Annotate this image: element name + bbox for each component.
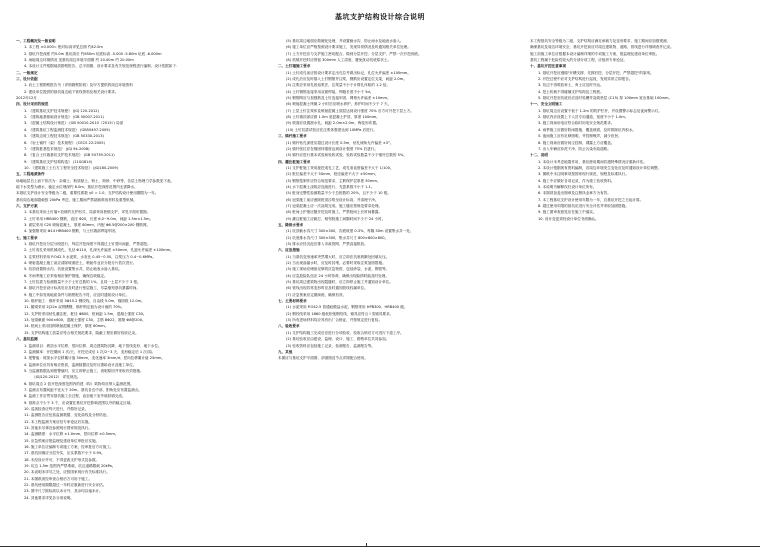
text-line: 3. 场地周边环境情况 见基坑周边环境平面图 约 20.00m 约 20.00m: [24, 58, 134, 63]
text-line: (3) 排水应经沉淀后排入市政管网，严禁直接排放。: [286, 242, 368, 246]
text-line: (3) 锚杆应进行基本试验和验收试验，验收试验数量不少于锚杆总数的 5%。: [286, 153, 407, 158]
text-line: 2. 土钉成孔采用机械成孔，孔径 Φ110，孔深允许偏差 ±50mm，孔距允许偏差 ±100mm。: [24, 248, 174, 253]
text-line: 2012年12月: [16, 96, 37, 101]
section-heading: 十二、说明: [530, 153, 548, 158]
text-line: (8) 桩间土护壁应随开挖及时施工，严禁桩间土长时间暴露。: [286, 210, 383, 215]
text-line: 5. 坑顶设置排水沟，坑底设置集水井，防止地表水渗入基坑。: [24, 267, 123, 272]
text-line: (1) 支护结构施工完成后应进行分项验收，验收合格后方可进行下道工序。: [286, 330, 404, 335]
text-line: 8. 基坑开挖至设计标高后应及时进行垫层施工，尽量缩短基坑暴露时间。: [24, 286, 140, 291]
section-heading: 三、设计依据: [16, 77, 38, 82]
text-line: 21. 本图纸须经审查合格后方可用于施工。: [24, 476, 92, 481]
text-line: (1) 水泥采用 P.O42.5 普通硅酸盐水泥，钢筋采用 HPB300、HRB400 级。: [286, 305, 408, 310]
section-heading: 二、一般规定: [16, 70, 38, 75]
text-line: 14. 桩间土采用挂网喷射混凝土保护，厚度 60mm。: [24, 324, 109, 329]
text-line: (8) 土钉墙顶部应做 1.0m 宽混凝土护顶，厚度 100mm。: [286, 115, 380, 120]
text-line: 1. 本工程 ±0.000= 绝对标高详见总图 约42.0m: [24, 45, 103, 50]
text-line: 9. 施工图审查意见应在施工中落实。: [538, 210, 597, 215]
section-heading: 五、工程地质条件: [16, 172, 45, 177]
text-line: 7. 本工程基坑支护设计使用年限为一年，自基坑开挖之日起计算。: [538, 197, 644, 202]
text-line: 施工前施工单位应根据本设计编制详细的专项施工方案，报监理及建设单位审批。: [530, 51, 660, 56]
text-line: (3) 施工现场应储备足够的应急物资，包括砂袋、水泥、钢管等。: [286, 267, 390, 272]
section-heading: 四、灌注桩施工要求: [278, 159, 311, 164]
text-line: 6. 本图须加盖出图章及注册执业章方为有效。: [538, 191, 611, 196]
text-line: (3) 所有进场材料均应具有出厂合格证，并按规定进行复检。: [286, 318, 383, 323]
text-line: (4) 应急抢险队伍应 24 小时待命，确保出现险情时能及时处理。: [286, 273, 389, 278]
text-line: (2) 桩位偏差不大于 50mm，桩径偏差不大于 ±50mm。: [286, 172, 379, 177]
text-line: 2. 开挖过程中应对支护结构进行巡视，发现异常立即报告。: [538, 77, 633, 82]
text-line: 1. 监测项目：坡顶水平位移、竖向位移、周边建筑物沉降、地下管线变形、地下水位。: [24, 343, 162, 348]
section-heading: 六、支护方案: [16, 203, 38, 208]
text-line: (6) 冠梁施工前应凿除桩顶浮浆至设计标高，并清理干净。: [286, 197, 379, 202]
center-tick-mark: [366, 543, 367, 547]
text-line: (4) 土钉钢筋连接采用双面焊接，焊缝长度不小于 5d。: [286, 89, 374, 94]
text-line: 15. 应急预案应报监理及建设单位审批后实施。: [24, 438, 100, 443]
text-line: (5) 基坑周边建筑物出现裂缝时，应立即停止施工并通知设计单位。: [286, 280, 393, 285]
text-line: (7) 土方开挖应与支护施工密切配合，做到分层开挖、分层支护，严禁一次开挖到底。: [286, 51, 422, 56]
text-line: 3. 图纸中未注明事项按国家现行规范、规程及标准执行。: [538, 172, 629, 177]
text-line: 7. 监测点布置间距不宜大于 20m，基坑各边中部、阳角处应布置监测点。: [24, 387, 143, 392]
text-line: 1. 基坑开挖应遵循"开槽支撑、先撑后挖、分层开挖、严禁超挖"的原则。: [538, 70, 654, 75]
text-line: 4. 监测单位应具有相应资质，监测数据应及时反馈给设计及施工单位。: [24, 362, 137, 367]
text-line: (2) 当出现渗漏水时，应及时封堵，必要时采取注浆加固措施。: [286, 261, 386, 266]
section-heading: 九、其他: [278, 349, 293, 354]
text-line: 3. 施工现场用电应符合临时用电安全规范要求。: [538, 121, 615, 126]
text-line: 13. 冠梁截面 900×600，混凝土强度 C30，主筋 8Φ22，箍筋 Φ8@200。: [24, 318, 146, 323]
text-line: 4. 挖土机械不得碰撞支护结构及工程桩。: [538, 89, 604, 94]
text-line: 2. 建设单位提供的基坑周边地下管线资料及相关设计要求。: [24, 89, 119, 94]
text-line: 6. 冬雨季施工应采取相应保护措施，确保边坡稳定。: [24, 273, 108, 278]
text-line: 8. 监测工作应贯穿基坑施工全过程，直至地下室外墙回填完成。: [24, 394, 126, 399]
text-line: （JGJ120-2012） 详见规范。: [32, 375, 81, 380]
text-line: 10. 巡视检查应每天进行，并做好记录。: [24, 406, 89, 411]
text-line: 7. 《建筑桩基技术规范》 (JGJ 94-2008): [24, 146, 90, 151]
text-line: 5. 当监测数据达到报警值时，应立即停止施工，查明原因并采取有效措施。: [24, 368, 144, 373]
text-line: (7) 冠梁混凝土应一次浇筑完成，施工缝应按规范要求处理。: [286, 203, 383, 208]
text-line: (3) 注浆应采用孔底返浆法，注浆量不小于计算孔体积的 1.2 倍。: [286, 83, 391, 88]
text-line: (7) 上层土钉注浆体及喷射混凝土面层达到设计强度 70% 后方可开挖下层土方。: [286, 108, 414, 113]
text-line: 10. 《建筑施工土石方工程安全技术规范》 (JGJ180-2009): [24, 165, 119, 170]
section-heading: 三、锚杆施工要求: [278, 134, 307, 139]
text-line: 12. 本工程监测方案应经专家论证后实施。: [24, 419, 92, 424]
text-line: 7. 出入车辆应冲洗干净，防止污染市政道路。: [538, 146, 611, 151]
text-line: 4. 喷射混凝土施工前应清除坡面虚土，喷射作业应分段分片依次进行。: [24, 261, 137, 266]
text-line: 10. 锚杆施工：锚杆采用 3Φ15.2 钢绞线，自由段 5.0m，锚固段 12.0m。: [24, 299, 145, 304]
text-line: 地下水类型为潜水，稳定水位埋深约 8.0m，基坑开挖深度范围内无需降水。: [16, 184, 138, 189]
text-line: 1. 本设计未考虑地震作用，基坑使用期间若遇特殊情况应重新评估。: [538, 159, 647, 164]
text-line: 1. 本基坑采用土钉墙+放坡的支护形式，局部采用桩锚支护，详见平面布置图。: [24, 210, 151, 215]
section-heading: 五、降排水要求: [278, 222, 304, 227]
text-line: 2. 基坑内应设置上下人员专用通道，宽度不小于 1.0m。: [538, 115, 629, 120]
text-line: 22. 基坑使用期限超过一年时应重新进行安全评估。: [24, 483, 107, 488]
text-line: 14. 监测精度：水平位移 ±1.0mm，竖向位移 ±0.5mm。: [24, 432, 119, 437]
text-line: 18. 未经设计许可，不得更改支护形式及参数。: [24, 457, 100, 462]
text-line: 1. 《建筑基坑支护技术规程》 (JGJ 120-2012): [24, 108, 99, 113]
text-line: 7. 土钉抗拔力检测数量不少于土钉总数的 1%，且同一土层不少于 3 根。: [24, 280, 141, 285]
text-line: 2. 监测频率：开挖期间 1 次/天，开挖完成后 1 次/2~3 天，变形稳定后 1 次/周。: [24, 349, 156, 354]
text-line: (6) 喷射混凝土终凝 2 小时后应喷水养护，养护时间不少于 7 天。: [286, 102, 392, 107]
text-line: (5) 桩身完整性检测数量不少于总桩数的 20%，且不少于 10 根。: [286, 191, 391, 196]
text-line: 基坑周边地面超载按 20kPa 考虑，施工期间严禁超载堆放材料及重型机械。: [16, 197, 137, 202]
text-line: 4. 本设计文件根据地质勘察报告、总平面图、设计要求及有关规范规程进行编制，设计依据如下：: [24, 64, 180, 69]
text-line: (9) 坡面应设置泄水孔，间距 2.0m×2.0m，梅花形布置。: [286, 121, 380, 126]
text-line: 1. 基坑开挖应分层分段进行，每层开挖深度不得超过土钉竖向间距，严禁超挖。: [24, 242, 151, 246]
section-heading: 一、工程概况及一般说明: [16, 39, 56, 43]
text-line: 8. 《复合土钉墙基坑支护技术规范》 (GB 50739-2011): [24, 153, 115, 158]
text-line: 4. 《建筑基坑工程监测技术规范》 (GB50497-2009): [24, 127, 110, 132]
text-line: 10. 设计变更须经设计单位书面确认。: [538, 216, 599, 221]
text-line: (1) 支护桩施工采用旋挖成孔工艺，成孔垂直度偏差不大于 1/100。: [286, 165, 394, 170]
text-line: 16. 施工单位应编制专项施工方案，经审批后方可施工。: [24, 445, 114, 449]
text-line: 5. 基坑开挖至坑底后应及时验槽并浇筑垫层 (C15) 厚 100mm 宽出基础 100mm。: [538, 96, 673, 101]
text-line: (7) 应急预案应定期演练，确保有效。: [286, 292, 347, 297]
text-line: 20. 本说明未详尽之处，应按国家现行有关标准执行。: [24, 470, 110, 475]
text-line: 2. 《建筑地基基础设计规范》 (GB 50007-2011): [24, 115, 104, 120]
text-line: 13. 其他未尽事宜参照现行国家规范执行。: [24, 425, 92, 430]
text-line: (1) 坑顶截水沟尺寸 300×300，沟底坡度 0.3%，每隔 30m 设置集水井一处。: [286, 229, 414, 234]
page-title: 基坑支护结构设计综合说明: [335, 13, 425, 21]
text-line: (1) 土钉成孔前应按设计要求定出孔位并做出标记，孔位允许偏差 ±100mm。: [286, 70, 411, 75]
section-heading: 六、应急措施: [278, 248, 300, 253]
text-line: 3. 面层采用 C20 喷射混凝土，厚度 80mm，内配 Φ6.5@200×200 钢筋网。: [24, 222, 151, 227]
text-line: (8) 机械开挖时应预留 300mm 人工清底，避免扰动坑底原状土。: [286, 58, 392, 63]
text-line: 12. 支护桩采用钻孔灌注桩，桩径 Φ800，桩间距 1.5m，混凝土强度 C30。: [24, 311, 147, 316]
section-heading: 七、施工要求: [16, 235, 38, 240]
text-line: 3. 报警值：坡顶水平位移累计值 30mm，变化速率 3mm/d；竖向位移累计值 25mm。: [24, 356, 165, 361]
text-line: 11. 腰梁采用 2[22a 双拼槽钢，锚杆锁定值为设计值的 70%。: [24, 305, 125, 310]
text-line: 8. 超过使用年限的基坑应进行安全评估并采取加固措施。: [538, 203, 629, 208]
text-line: 5. 夜间施工应有足够照明，并控制噪声，减少扰民。: [538, 134, 622, 139]
text-line: 基坑工程属于危险性较大的分部分项工程，应组织专家论证。: [530, 58, 628, 63]
text-line: (6) 管线出现异常变形时应及时通知管线权属单位。: [286, 286, 368, 291]
text-line: (9) 灌注桩施工应跳打，相邻桩施工间隔时间不少于 24 小时。: [286, 216, 386, 221]
text-line: 本工程基坑安全等级为二级，支护结构应满足承载力及变形要求，施工期间应加强观测，: [530, 39, 671, 43]
text-line: 6. 施工现场应做好扬尘控制，裸露土方应覆盖。: [538, 140, 615, 145]
text-line: 确保基坑及周边环境安全，基坑开挖前应对周边建筑物、道路、管线进行详细调查并记录。: [530, 45, 674, 50]
text-line: 2. 土钉采用 HRB400 钢筋，直径 Φ20，长度 6.0~9.0m，间距 1.5m×1.5m。: [24, 216, 154, 221]
text-line: 19. 坑边 1.5m 范围内严禁堆载，坑边道路限载 20kPa。: [24, 464, 116, 469]
text-line: 1. 基坑周边应设置不低于 1.2m 的防护栏杆，并设置警示标志及夜间警示灯。: [538, 108, 662, 113]
bottom-border-line: [0, 546, 760, 547]
text-line: (2) 钢绞线采用 1860 级低松弛钢绞线，锚具应符合 I 类锚具要求。: [286, 311, 394, 316]
text-line: 3. 坑边不得堆放弃土，弃土应及时外运。: [538, 83, 604, 88]
text-line: 3. 《混凝土结构设计规范》 (GB 50010-2010（2015）) 局部: [24, 121, 124, 126]
section-heading: 八、验收要求: [278, 324, 300, 329]
text-line: 17. 基坑回填应分层夯实，压实系数不小于 0.94。: [24, 451, 105, 456]
text-line: (3) 钢筋笼制作应符合规范要求，主筋保护层厚度 50mm。: [286, 178, 381, 183]
text-line: 15. 支护结构施工质量应符合相关规范要求，隐蔽工程应做好验收记录。: [24, 330, 139, 335]
text-line: 24. 其他要求详见各分项说明。: [24, 495, 74, 500]
text-line: (1) 当基坑变形速率突然增大时，应立即在坑底坡脚处回填反压。: [286, 254, 390, 259]
text-line: 11. 监测报告应包括监测数据、变化曲线及分析结论。: [24, 413, 110, 418]
text-line: 本基坑支护设计安全等级为二级，重要性系数 γ0 = 1.0，支护结构设计使用期限为一年。: [16, 191, 159, 196]
text-line: 5. 《建筑边坡工程技术规范》 (GB 50330-2013): [24, 134, 104, 139]
text-line: (1) 锚杆钻孔深度应超过设计长度 0.5m，钻孔倾角允许偏差 ±3°。: [286, 140, 394, 145]
text-line: 1. 岩土工程勘察报告书（详细勘察阶段）及甲方提供的周边环境资料: [24, 83, 133, 88]
text-line: 6. 《岩土锚杆（索）技术规程》 (CECS 22:2005): [24, 140, 105, 145]
section-heading: 二、土钉墙施工要求: [278, 64, 311, 69]
text-line: 2. 本设计根据现有资料编制，若周边环境发生变化应及时通知设计单位调整。: [538, 165, 662, 170]
text-line: (2) 锚杆张拉应在锚固体强度达到设计强度 75% 后进行。: [286, 146, 378, 151]
text-line: 6. 基坑周边 2 倍开挖深度范围内的建（构）筑物均应纳入监测范围。: [24, 381, 134, 386]
text-line: (5) 钢筋网应与加强筋及土钉连接牢固，网格允许偏差 ±10mm。: [286, 96, 391, 101]
text-line: (2) 基坑验收应由建设、监理、设计、施工、勘察单位共同参加。: [286, 337, 390, 342]
text-line: 3. 注浆材料采用 P.O42.5 水泥浆，水灰比 0.45~0.50，注浆压力 0.4~0.6MPa。: [24, 254, 156, 259]
text-line: 4. 雨季施工应做好防雨措施，覆盖坡面，及时排除坑内积水。: [538, 127, 637, 132]
section-heading: 十一、安全文明施工: [530, 102, 563, 107]
text-column-middle: [278, 38, 510, 362]
section-heading: 四、设计采用的规范: [16, 102, 49, 107]
text-line: 2. 基坑开挖深度 约5.0m 基坑周长 约650m 坑底标高 -5.000 -5.80m 坑底 -6.000m: [24, 51, 162, 56]
text-column-left: [16, 38, 244, 501]
text-line: 场地地层自上而下依次为：杂填土、粉质黏土、粉土、细砂、中砂等，各层土物理力学参数见下表。: [16, 178, 175, 183]
text-line: (2) 成孔后应及时插入土钉钢筋并注浆，钢筋应设置定位支架，间距 2.0m。: [286, 77, 407, 82]
text-line: (6) 施工单位应严格按照设计要求施工，发现异常情况及时通知相关单位处理。: [286, 45, 411, 50]
text-line: 9. 《建筑基坑支护结构构造》 (11SG814): [24, 159, 93, 164]
text-line: 本图应与基坑支护平面图、剖面图及节点详图配合使用。: [278, 356, 368, 361]
text-line: (2) 坑底排水沟尺寸 300×300，集水井尺寸 800×800×800。: [286, 235, 389, 240]
text-column-right: [530, 38, 750, 222]
section-heading: 十、基坑开挖注意事项: [530, 64, 566, 69]
text-line: (4) 水下混凝土浇筑应连续进行，充盈系数不小于 1.1。: [286, 184, 375, 189]
section-heading: 八、基坑监测: [16, 337, 38, 342]
text-line: 9. 施工中如发现地质条件与勘察报告不符，应及时通知设计单位。: [24, 292, 130, 297]
text-line: (10) 土钉抗拔试验应在注浆体强度达到 10MPa 后进行。: [286, 127, 377, 132]
section-heading: 七、主要材料要求: [278, 299, 307, 304]
text-line: 4. 施工中应做好各项记录，作为竣工验收资料。: [538, 178, 615, 183]
text-line: 9. 基准点不少于 3 个，应设置在基坑开挖影响范围以外的稳定区域。: [24, 400, 134, 405]
text-line: 4. 加强筋采用 Φ14 HRB400 钢筋，与土钉端部焊接牢固。: [24, 229, 119, 234]
text-line: (3) 验收资料应包括施工记录、检测报告、监测报告等。: [286, 343, 375, 348]
text-line: 23. 图中尺寸除标高以米计外，其余均以毫米计。: [24, 489, 103, 494]
text-line: 5. 本说明书解释权归设计单位所有。: [538, 184, 597, 189]
text-line: (5) 基坑周边地面应做硬化处理，并设置截水沟，防止雨水及地表水渗入。: [286, 39, 404, 43]
